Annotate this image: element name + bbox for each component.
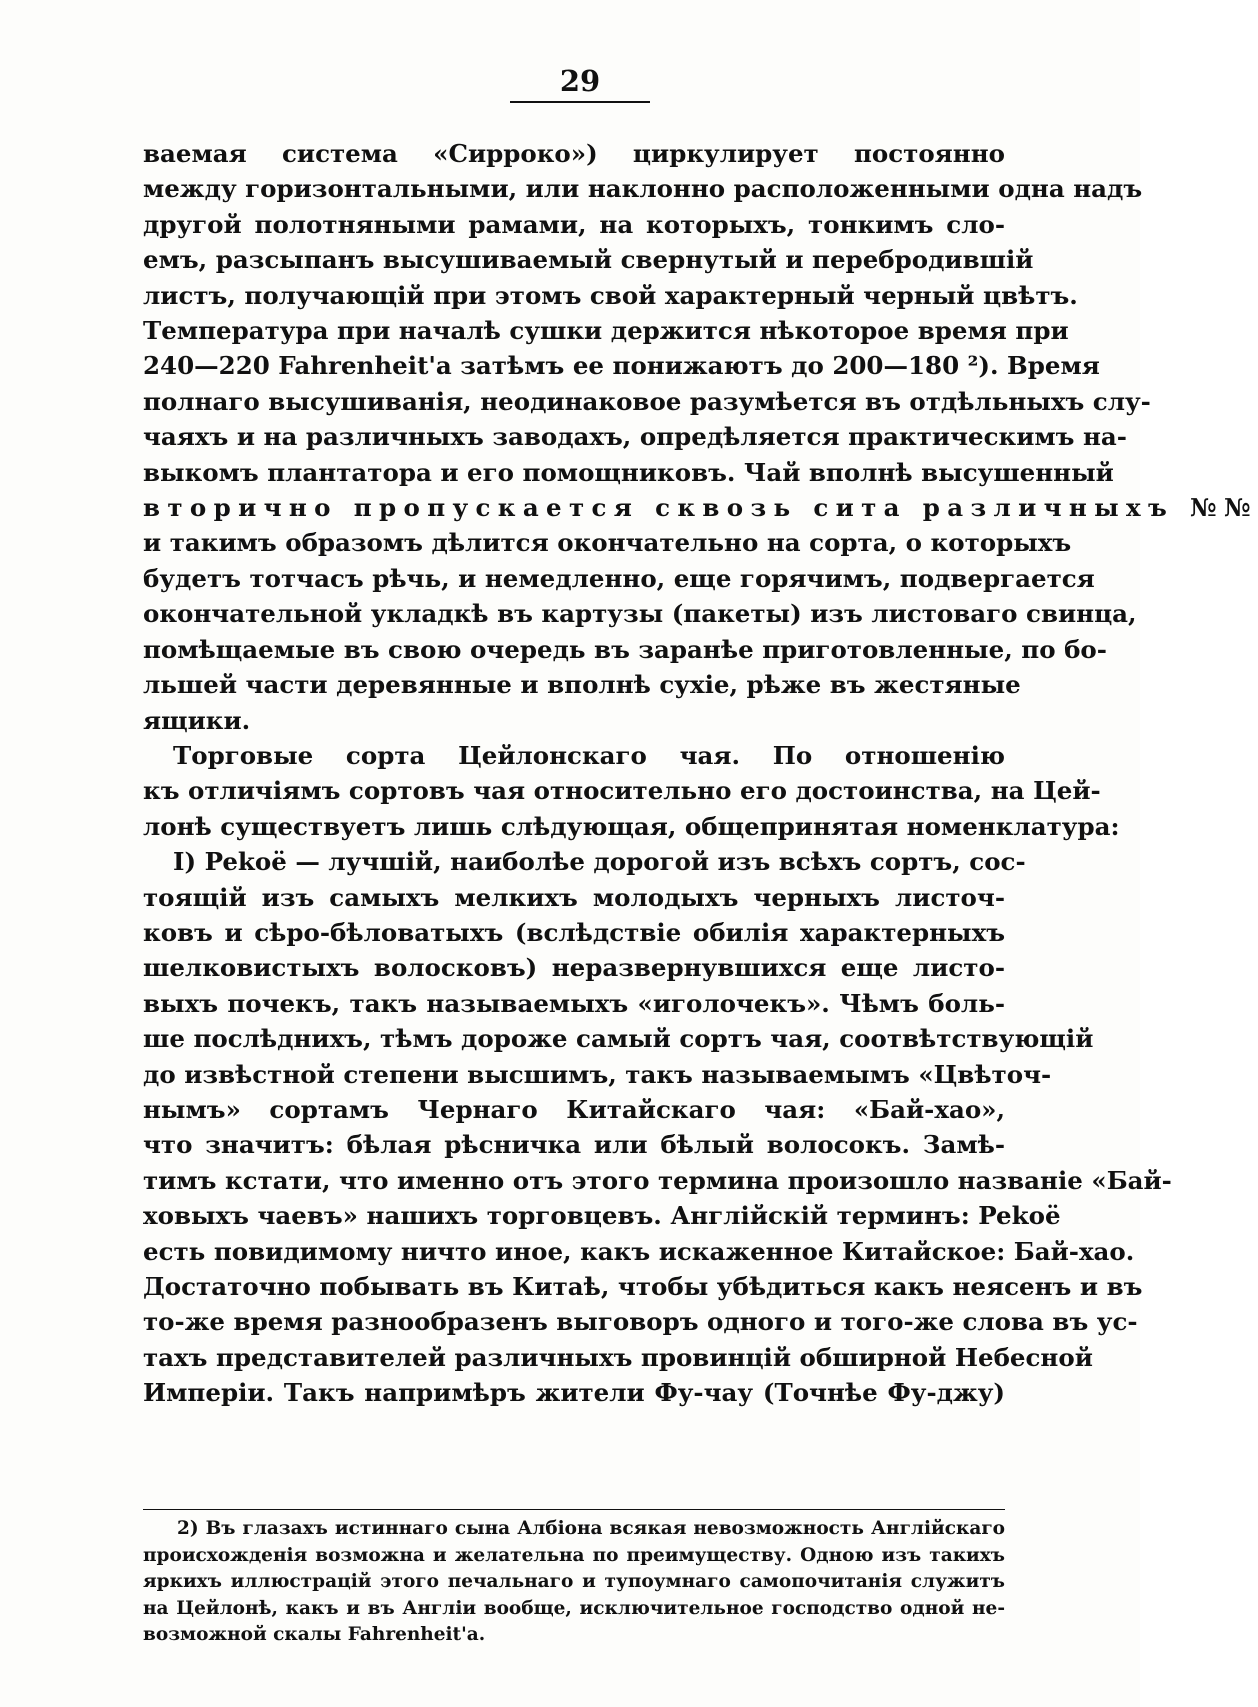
body-line: лонѣ существуетъ лишь слѣдующая, общепринятая номенклатура: (143, 811, 1120, 841)
body-line: и такимъ образомъ дѣлится окончательно на сорта, о которыхъ (143, 528, 1072, 558)
body-line: ковъ и сѣро-бѣловатыхъ (вслѣдствіе обилія характерныхъ (143, 917, 1005, 947)
section-heading-line: Торговые сорта Цейлонскаго чая. По отношенію (173, 740, 1005, 770)
body-text (143, 136, 1258, 1411)
footnote (143, 1516, 1005, 1649)
footnote-line: возможной скалы Fahrenheit'а. (143, 1624, 486, 1645)
footnote-line: 2) Въ глазахъ истиннаго сына Албіона всякая невозможность Англійскаго (177, 1518, 1005, 1539)
body-line: тахъ представителей различныхъ провинцій обширной Небесной (143, 1342, 1093, 1372)
body-line: что значитъ: бѣлая рѣсничка или бѣлый волосокъ. Замѣ- (143, 1130, 1005, 1160)
footnote-divider (143, 1509, 1005, 1510)
body-line: полнаго высушиванія, неодинаковое разумѣется въ отдѣльныхъ слу- (143, 386, 1151, 416)
body-line: тоящій изъ самыхъ мелкихъ молодыхъ черныхъ листоч- (143, 882, 1005, 912)
body-line: другой полотняными рамами, на которыхъ, тонкимъ сло- (143, 209, 1005, 239)
body-line: ховыхъ чаевъ» нашихъ торговцевъ. Англійскій терминъ: Pekoë (143, 1201, 1061, 1231)
body-line: ящики. (143, 705, 251, 735)
body-line: выхъ почекъ, такъ называемыхъ «иголочекъ». Чѣмъ боль- (143, 988, 1005, 1018)
body-line: будетъ тотчасъ рѣчь, и немедленно, еще горячимъ, подвергается (143, 563, 1095, 593)
body-line: чаяхъ и на различныхъ заводахъ, опредѣляется практическимъ на- (143, 422, 1127, 452)
body-line: шелковистыхъ волосковъ) неразвернувшихся еще листо- (143, 953, 1005, 983)
body-line: помѣщаемые въ свою очередь въ заранѣе приготовленные, по бо- (143, 634, 1107, 664)
page-number-rule (510, 101, 650, 103)
body-line: то-же время разнообразенъ выговоръ одного и того-же слова въ ус- (143, 1307, 1138, 1337)
body-line: Достаточно побывать въ Китаѣ, чтобы убѣдиться какъ неясенъ и въ (143, 1272, 1143, 1301)
body-line: выкомъ плантатора и его помощниковъ. Чай вполнѣ высушенный (143, 457, 1114, 487)
body-line: нымъ» сортамъ Чернаго Китайскаго чая: «Бай-хао», (143, 1094, 1005, 1124)
body-line: между горизонтальными, или наклонно расположенными одна надъ (143, 174, 1143, 204)
body-line: окончательной укладкѣ въ картузы (пакеты) изъ листоваго свинца, (143, 599, 1137, 629)
footnote-line: яркихъ иллюстрацій этого печальнаго и тупоумнаго самопочитанія служитъ (143, 1571, 1005, 1592)
body-line: Имперіи. Такъ напримѣръ жители Фу-чау (Точнѣе Фу-джу) (143, 1378, 1005, 1408)
footnote-line: на Цейлонѣ, какъ и въ Англіи вообще, исключительное господство одной не- (143, 1597, 1005, 1619)
body-line: Температура при началѣ сушки держится нѣкоторое время при (143, 316, 1069, 346)
page-number: 29 (559, 64, 601, 98)
body-line: 240—220 Fahrenheit'а затѣмъ ее понижаютъ до 200—180 ²). Время (143, 351, 1100, 381)
body-line: льшей части деревянные и вполнѣ сухіе, рѣже въ жестяные (143, 670, 1021, 700)
body-line: I) Pekoë — лучшій, наиболѣе дорогой изъ всѣхъ сортъ, сос- (173, 847, 1026, 877)
footnote-line: происхожденія возможна и желательна по преимуществу. Одною изъ такихъ (143, 1544, 1005, 1566)
body-line: ше послѣднихъ, тѣмъ дороже самый сортъ чая, соотвѣтствующій (143, 1024, 1094, 1054)
body-line: вторично пропускается сквозь сита различныхъ №№ (143, 493, 1258, 523)
body-line: къ отличіямъ сортовъ чая относительно его достоинства, на Цей- (143, 776, 1101, 806)
body-line: емъ, разсыпанъ высушиваемый свернутый и перебродившій (143, 245, 1034, 275)
body-line: до извѣстной степени высшимъ, такъ называемымъ «Цвѣточ- (143, 1059, 1052, 1089)
body-line: листъ, получающій при этомъ свой характерный черный цвѣтъ. (143, 280, 1078, 310)
body-line: тимъ кстати, что именно отъ этого термина произошло названіе «Бай- (143, 1165, 1172, 1195)
body-line: есть повидимому ничто иное, какъ искаженное Китайское: Бай-хао. (143, 1236, 1135, 1266)
body-line: ваемая система «Сирроко») циркулирует постоянно (143, 139, 1005, 168)
